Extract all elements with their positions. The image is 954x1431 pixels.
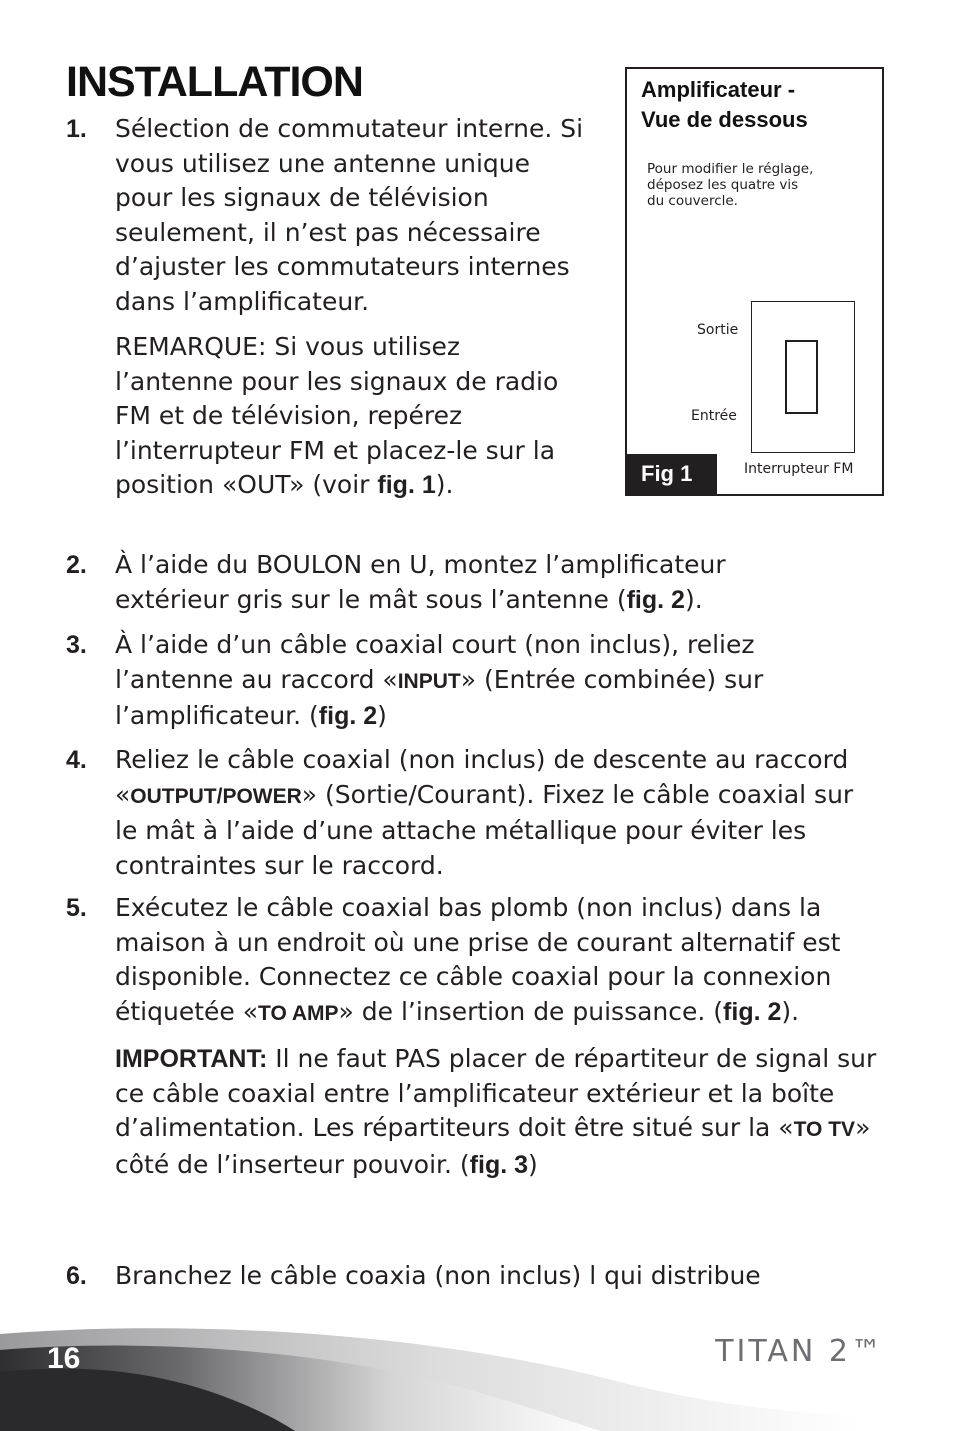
fm-switch-icon bbox=[785, 340, 818, 414]
step-5 bbox=[66, 891, 894, 1182]
figure-1-amplifier-bottom-view bbox=[625, 67, 884, 496]
step-number: 5. bbox=[66, 894, 87, 922]
figure-title: Amplificateur - Vue de dessous bbox=[641, 77, 808, 132]
step-text: Branchez le câble coaxia (non inclus) l qui distribue bbox=[115, 1261, 761, 1290]
switch-panel bbox=[751, 301, 855, 453]
step-remark: REMARQUE: Si vous utilisez l’antenne pour les signaux de radio FM et de télévision, repérez l’interrupteur FM et placez-le sur la position «OUT» (voir fig. 1). bbox=[115, 332, 559, 499]
brand-name: TITAN 2™ bbox=[715, 1334, 884, 1369]
step-3 bbox=[66, 628, 866, 734]
step-important: IMPORTANT: Il ne faut PAS placer de répartiteur de signal sur ce câble coaxial entre l’amplificateur extérieur et la boîte d’alimentation. Les répartiteurs doit être situé sur la «TO TV» côté de l’inserteur pouvoir. (fig. 3) bbox=[115, 1044, 877, 1179]
connector-label: INPUT bbox=[397, 669, 461, 693]
step-number: 1. bbox=[66, 115, 87, 143]
page-title: INSTALLATION bbox=[66, 58, 363, 106]
connector-label: TO AMP bbox=[258, 1001, 339, 1025]
fig-reference: fig. 2 bbox=[626, 585, 685, 614]
step-text: Sélection de commutateur interne. Si vous utilisez une antenne unique pour les signaux de télévision seulement, il n’est pas nécessaire d’ajuster les commutateurs internes dans l’amplificateur. bbox=[115, 114, 584, 316]
step-text: À l’aide du BOULON en U, montez l’amplificateur extérieur gris sur le mât sous l’antenne (fig. 2). bbox=[115, 550, 726, 614]
fig-reference: fig. 1 bbox=[377, 471, 436, 499]
connector-label: OUTPUT/POWER bbox=[130, 784, 302, 808]
step-text: Exécutez le câble coaxial bas plomb (non inclus) dans la maison à un endroit où une prise de courant alternatif est disponible. Connectez ce câble coaxial pour la connexion étiquetée «TO AMP» de l’insertion de puissance. (fig. 2). bbox=[115, 893, 841, 1026]
step-6 bbox=[66, 1259, 866, 1294]
connector-label: TO TV bbox=[793, 1118, 856, 1141]
step-number: 6. bbox=[66, 1262, 87, 1290]
label-entree: Entrée bbox=[691, 408, 737, 424]
step-number: 4. bbox=[66, 746, 87, 774]
step-4 bbox=[66, 743, 866, 883]
label-sortie: Sortie bbox=[697, 322, 739, 338]
step-text: À l’aide d’un câble coaxial court (non inclus), reliez l’antenne au raccord «INPUT» (Entrée combinée) sur l’amplificateur. (fig. 2) bbox=[115, 630, 764, 730]
fig-reference: fig. 2 bbox=[318, 702, 378, 730]
step-number: 2. bbox=[66, 551, 87, 579]
fig-reference: fig. 2 bbox=[723, 997, 782, 1026]
label-interrupteur-fm: Interrupteur FM bbox=[744, 461, 854, 477]
figure-tag: Fig 1 bbox=[627, 454, 717, 494]
page-number: 16 bbox=[47, 1342, 81, 1375]
step-number: 3. bbox=[66, 631, 87, 659]
fig-reference: fig. 3 bbox=[469, 1150, 529, 1179]
step-2 bbox=[66, 548, 846, 617]
step-1 bbox=[66, 112, 586, 503]
important-label: IMPORTANT: bbox=[115, 1045, 268, 1073]
step-text: Reliez le câble coaxial (non inclus) de descente au raccord «OUTPUT/POWER» (Sortie/Courant). Fixez le câble coaxial sur le mât à l’aide d’une attache métallique pour éviter les contraintes sur le raccord. bbox=[115, 745, 854, 880]
figure-note: Pour modifier le réglage, déposez les quatre vis du couvercle. bbox=[647, 161, 814, 209]
